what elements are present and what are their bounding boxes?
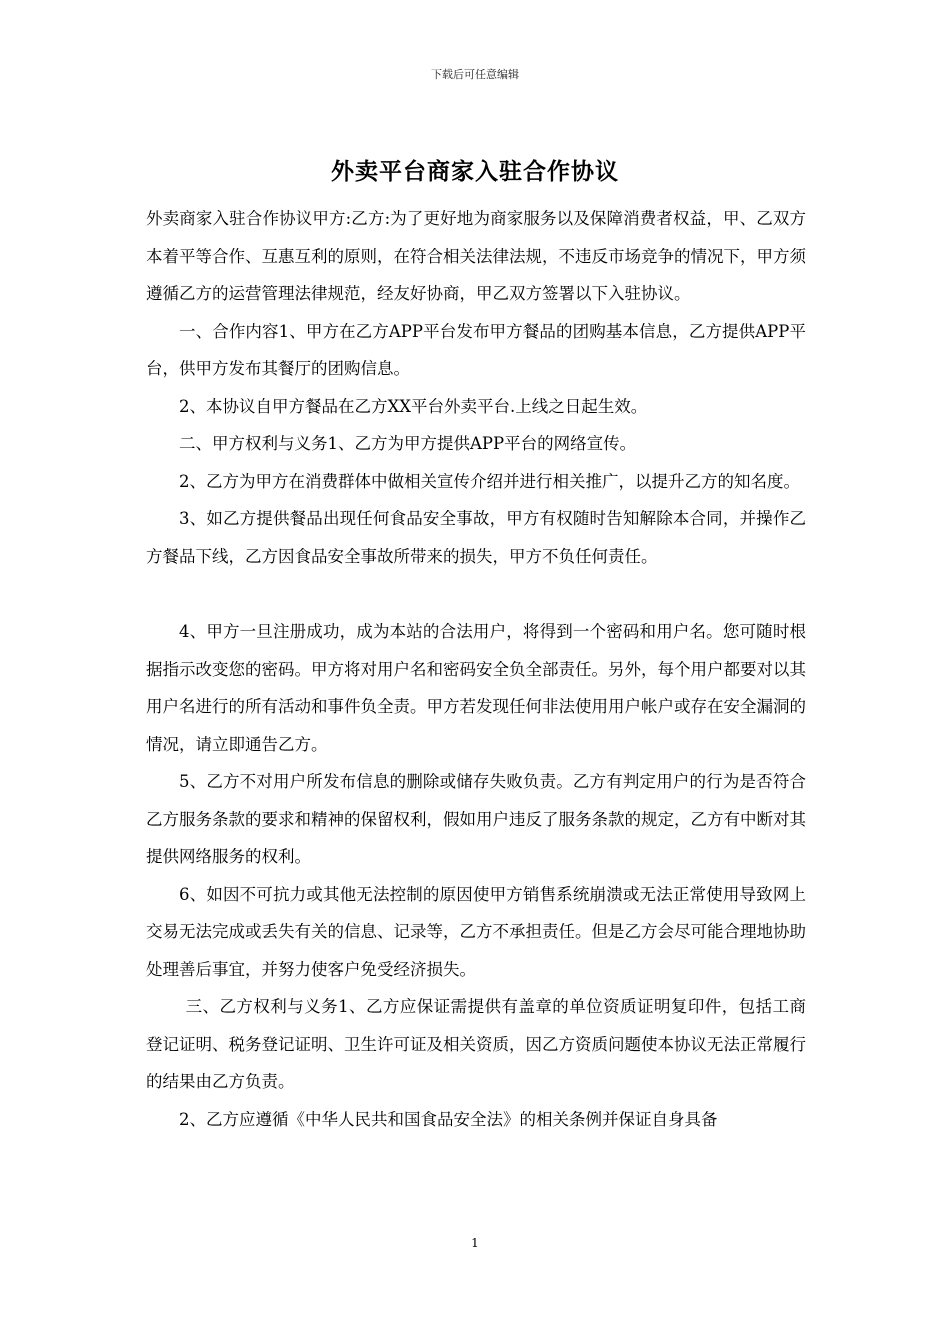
paragraph-section-2-item-3: 3、如乙方提供餐品出现任何食品安全事故，甲方有权随时告知解除本合同，并操作乙方餐品下线，乙方因食品安全事故所带来的损失，甲方不负任何责任。 <box>146 509 806 566</box>
paragraph-section-2: 二、甲方权利与义务1、乙方为甲方提供APP平台的网络宣传。 <box>179 434 637 453</box>
header-note: 下载后可任意编辑 <box>431 68 519 81</box>
paragraph-section-2-item-5: 5、乙方不对用户所发布信息的删除或储存失败负责。乙方有判定用户的行为是否符合乙方服务条款的要求和精神的保留权利，假如用户违反了服务条款的规定，乙方有中断对其提供网络服务的权利。 <box>146 772 806 866</box>
paragraph-section-2-item-6: 6、如因不可抗力或其他无法控制的原因使甲方销售系统崩溃或无法正常使用导致网上交易无法完成或丢失有关的信息、记录等，乙方不承担责任。但是乙方会尽可能合理地协助处理善后事宜，并努力使客户免受经济损失。 <box>146 884 806 979</box>
paragraph-section-3-item-2: 2、乙方应遵循《中华人民共和国食品安全法》的相关条例并保证自身具备 <box>179 1109 718 1129</box>
paragraph-section-2-item-2: 2、乙方为甲方在消费群体中做相关宣传介绍并进行相关推广，以提升乙方的知名度。 <box>179 471 800 491</box>
paragraph-intro: 外卖商家入驻合作协议甲方:乙方:为了更好地为商家服务以及保障消费者权益，甲、乙双方本着平等合作、互惠互利的原则，在符合相关法律法规，不违反市场竞争的情况下，甲方须遵循乙方的运营管理法律规范，经友好协商，甲乙双方签署以下入驻协议。 <box>146 209 806 303</box>
document-body <box>146 200 806 1138</box>
paragraph-section-2-item-4: 4、甲方一旦注册成功，成为本站的合法用户，将得到一个密码和用户名。您可随时根据指示改变您的密码。甲方将对用户名和密码安全负全部责任。另外，每个用户都要对以其用户名进行的所有活动和事件负全责。甲方若发现任何非法使用用户帐户或存在安全漏洞的情况，请立即通告乙方。 <box>146 622 806 754</box>
page-number: 1 <box>471 1236 479 1250</box>
document-title: 外卖平台商家入驻合作协议 <box>331 158 619 185</box>
paragraph-section-1-item-2: 2、本协议自甲方餐品在乙方XX平台外卖平台.上线之日起生效。 <box>179 396 648 416</box>
paragraph-section-1: 一、合作内容1、甲方在乙方APP平台发布甲方餐品的团购基本信息，乙方提供APP平台，供甲方发布其餐厅的团购信息。 <box>146 321 806 378</box>
paragraph-section-3: 三、乙方权利与义务1、乙方应保证需提供有盖章的单位资质证明复印件，包括工商登记证明、税务登记证明、卫生许可证及相关资质，因乙方资质问题使本协议无法正常履行的结果由乙方负责。 <box>146 997 806 1091</box>
